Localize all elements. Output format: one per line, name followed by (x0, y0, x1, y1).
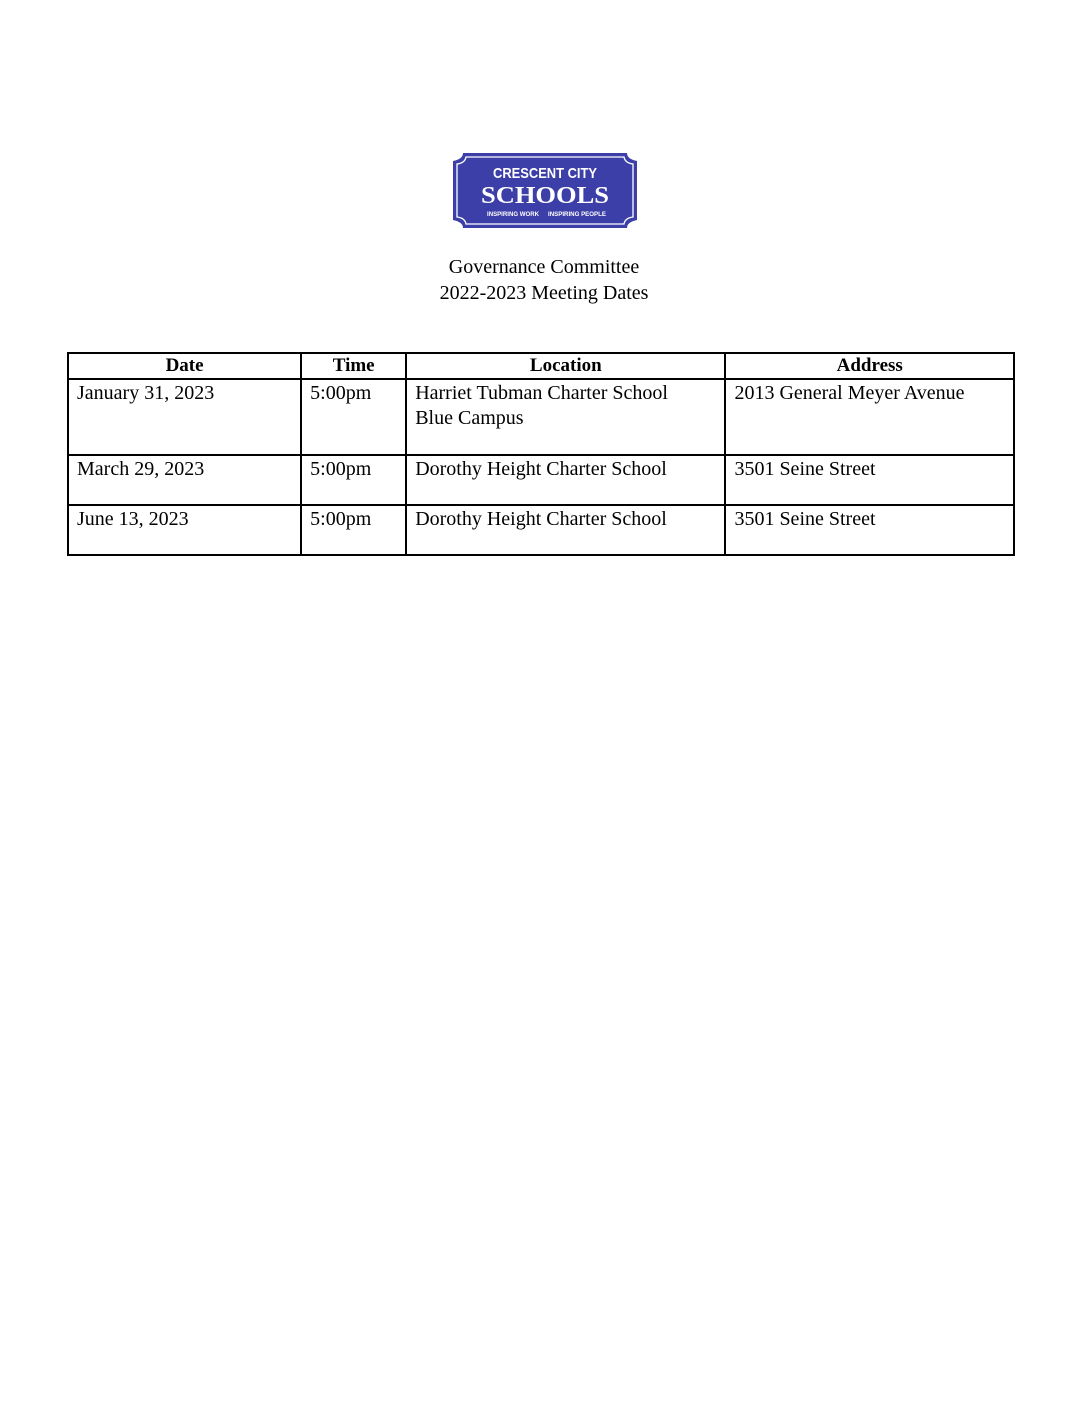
location-line1: Harriet Tubman Charter School (415, 382, 668, 404)
cell-time: 5:00pm (301, 505, 406, 555)
cell-address: 3501 Seine Street (725, 505, 1014, 555)
cell-location (406, 505, 725, 555)
header-time: Time (301, 353, 406, 379)
header-date: Date (68, 353, 301, 379)
header-location: Location (406, 353, 725, 379)
document-heading (0, 254, 1088, 306)
table-row (68, 455, 1014, 505)
cell-location (406, 379, 725, 455)
logo-line2: SCHOOLS (481, 183, 609, 209)
cell-time: 5:00pm (301, 379, 406, 455)
logo-tagline-left: INSPIRING WORK (487, 211, 540, 218)
meeting-dates-table (67, 352, 1015, 556)
logo-tagline-right: INSPIRING PEOPLE (548, 211, 607, 218)
table-row (68, 505, 1014, 555)
cell-date: January 31, 2023 (68, 379, 301, 455)
document-subtitle: 2022-2023 Meeting Dates (439, 282, 649, 304)
cell-location (406, 455, 725, 505)
location-line1: Dorothy Height Charter School (415, 508, 667, 530)
cell-address: 3501 Seine Street (725, 455, 1014, 505)
location-line2: Blue Campus (415, 407, 524, 429)
crescent-city-schools-logo (453, 153, 637, 228)
logo-line1: CRESCENT CITY (493, 165, 597, 182)
cell-date: March 29, 2023 (68, 455, 301, 505)
cell-time: 5:00pm (301, 455, 406, 505)
table-row (68, 379, 1014, 455)
table-header-row (68, 353, 1014, 379)
document-title: Governance Committee (448, 256, 640, 278)
cell-address: 2013 General Meyer Avenue (725, 379, 1014, 455)
location-line1: Dorothy Height Charter School (415, 458, 667, 480)
header-address: Address (725, 353, 1014, 379)
cell-date: June 13, 2023 (68, 505, 301, 555)
